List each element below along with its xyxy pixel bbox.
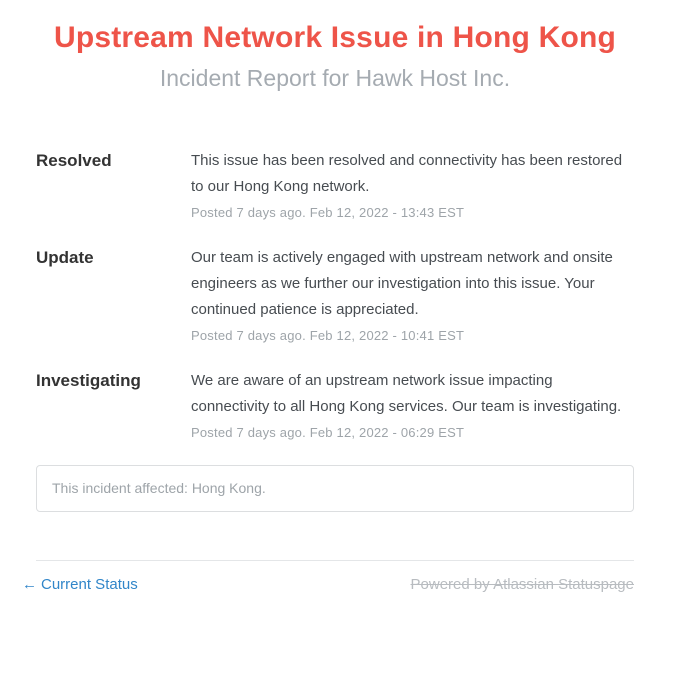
incident-updates-list (36, 148, 634, 443)
update-body (191, 148, 634, 223)
left-arrow-icon: ← (22, 576, 37, 593)
update-body (191, 245, 634, 346)
update-message: Our team is actively engaged with upstream network and onsite engineers as we further our investigation into this issue. Your continued patience is appreciated. (191, 249, 613, 318)
status-label-investigating: Investigating (36, 371, 141, 390)
current-status-label: Current Status (41, 576, 138, 593)
update-message: This issue has been resolved and connectivity has been restored to our Hong Kong network. (191, 152, 623, 195)
incident-subtitle: Incident Report for Hawk Host Inc. (159, 65, 511, 91)
update-body (191, 368, 634, 443)
update-row-update (36, 245, 634, 346)
status-label-resolved: Resolved (36, 151, 112, 170)
affected-components-text: This incident affected: Hong Kong. (52, 480, 266, 496)
update-timestamp: Posted 7 days ago. Feb 12, 2022 - 06:29 EST (191, 425, 465, 440)
update-timestamp: Posted 7 days ago. Feb 12, 2022 - 10:41 EST (191, 328, 465, 343)
update-message: We are aware of an upstream network issue impacting connectivity to all Hong Kong services. Our team is investigating. (191, 372, 622, 415)
update-row-resolved (36, 148, 634, 223)
incident-page (22, 0, 634, 593)
incident-title: Upstream Network Issue in Hong Kong (53, 21, 617, 54)
page-footer (22, 560, 634, 593)
affected-components-box (36, 465, 634, 512)
update-timestamp: Posted 7 days ago. Feb 12, 2022 - 13:43 EST (191, 205, 465, 220)
update-row-investigating (36, 368, 634, 443)
current-status-link[interactable] (22, 576, 138, 593)
status-label-update: Update (36, 248, 94, 267)
powered-by-statuspage-link[interactable]: Powered by Atlassian Statuspage (410, 576, 634, 593)
